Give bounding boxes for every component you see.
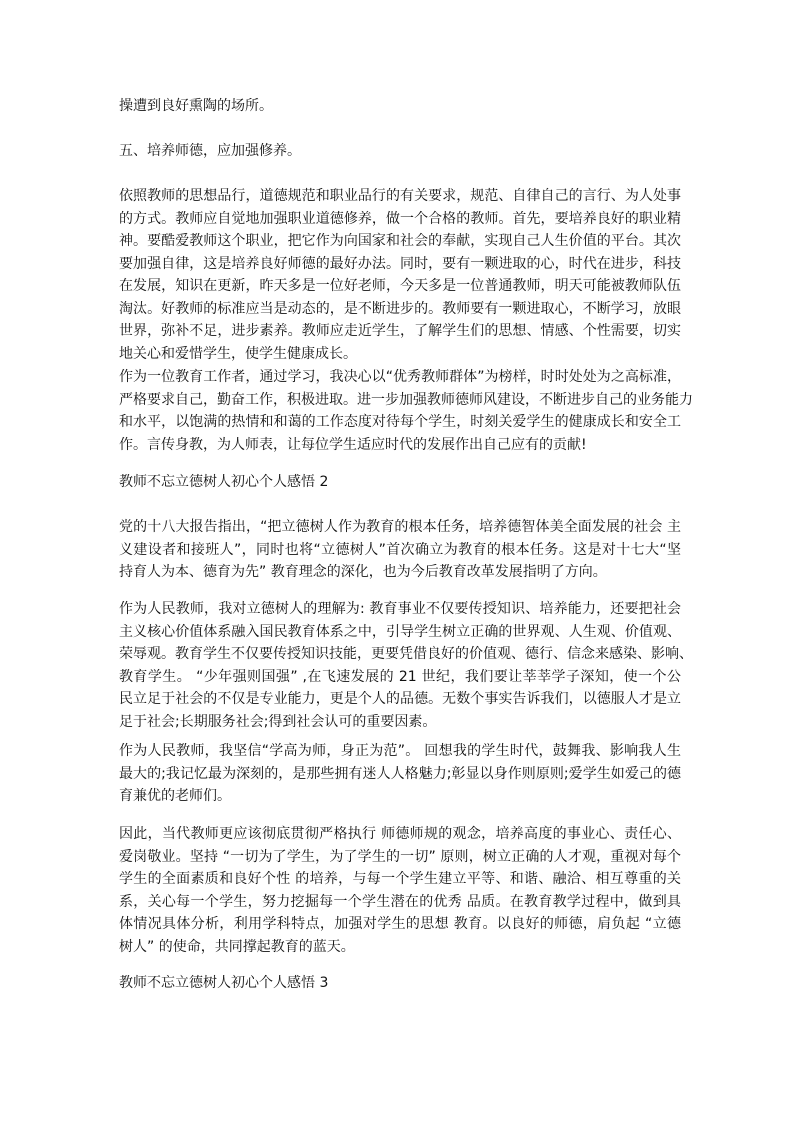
text-line: 作为人民教师，我坚信“学高为师，身正为范”。 回想我的学生时代，鼓舞我、影响我人生 bbox=[119, 743, 681, 759]
text-line: 义建设者和接班人”，同时也将“立德树人”首次确立为教育的根本任务。这是对十七大“坚 bbox=[119, 541, 681, 558]
text-line: 在发展，知识在更新，昨天多是一位好老师，今天多是一位普通教师，明天可能被教师队伍 bbox=[119, 278, 681, 294]
text-line: 最大的;我记忆最为深刻的，是那些拥有迷人人格魅力;彰显以身作则原则;爱学生如爱己的德 bbox=[119, 765, 681, 782]
paragraph bbox=[119, 740, 681, 808]
text-line: 和水平，以饱满的热情和和蔼的工作态度对待每个学生，时刻关爱学生的健康成长和安全工 bbox=[119, 414, 681, 430]
text-line: 学生的全面素质和良好个性 的培养，与每一个学生建立平等、和谐、融洽、相互尊重的关 bbox=[119, 871, 681, 887]
text-line: 教师不忘立德树人初心个人感悟 2 bbox=[119, 474, 329, 490]
text-line: 作为一位教育工作者，通过学习，我决心以“优秀教师群体”为榜样，时时处处为之高标准， bbox=[119, 369, 681, 385]
paragraph bbox=[119, 366, 693, 456]
text-line: 世界，弥补不足，进步素养。教师应走近学生，了解学生们的思想、情感、个性需要，切实 bbox=[119, 323, 681, 339]
text-line: 淘汰。好教师的标准应当是动态的，是不断进步的。教师要有一颗进取心，不断学习，放眼 bbox=[119, 300, 681, 317]
text-line: 的方式。教师应自觉地加强职业道德修养，做一个合格的教师。首先，要培养良好的职业精 bbox=[119, 210, 681, 227]
text-line: 严格要求自己，勤奋工作，积极进取。进一步加强教师德师风建设，不断进步自己的业务能力 bbox=[119, 391, 693, 408]
paragraph bbox=[119, 185, 681, 365]
text-line: 体情况具体分析，利用学科特点，加强对学生的思想 教育。以良好的师德，肩负起 “立德 bbox=[119, 916, 681, 932]
text-line: 操遭到良好熏陶的场所。 bbox=[119, 98, 273, 114]
text-line: 作。言传身教，为人师表，让每位学生适应时代的发展作出自己应有的贡献! bbox=[119, 436, 587, 453]
paragraph-continuation bbox=[119, 95, 681, 118]
text-line: 足于社会;长期服务社会;得到社会认可的重要因素。 bbox=[119, 713, 437, 730]
text-line: 地关心和爱惜学生，使学生健康成长。 bbox=[119, 345, 357, 362]
text-line: 民立足于社会的不仅是专业能力，更是个人的品德。无数个事实告诉我们，以德服人才是立 bbox=[119, 691, 681, 707]
text-line: 系，关心每一个学生，努力挖掘每一个学生潜在的优秀 品质。在教育教学过程中，做到具 bbox=[119, 893, 681, 910]
text-line: 因此，当代教师更应该彻底贯彻严格执行 师德师规的观念，培养高度的事业心、责任心、 bbox=[119, 826, 681, 842]
paragraph bbox=[119, 598, 693, 733]
section-heading bbox=[119, 972, 681, 995]
text-line: 依照教师的思想品行，道德规范和职业品行的有关要求，规范、自律自己的言行、为人处事 bbox=[119, 188, 681, 204]
text-line: 作为人民教师，我对立德树人的理解为: 教育事业不仅要传授知识、培养能力，还要把社会 bbox=[119, 601, 681, 617]
section-heading bbox=[119, 471, 681, 494]
text-line: 教育学生。 “少年强则国强” ,在飞速发展的 21 世纪，我们要让莘莘学子深知，使一个公 bbox=[119, 668, 681, 685]
text-line: 爱岗敬业。坚持 “一切为了学生，为了学生的一切” 原则，树立正确的人才观，重视对每个 bbox=[119, 848, 681, 865]
text-line: 神。要酷爱教师这个职业，把它作为向国家和社会的奉献，实现自己人生价值的平台。其次 bbox=[119, 233, 681, 249]
text-line: 主义核心价值体系融入国民教育体系之中，引导学生树立正确的世界观、人生观、价值观、 bbox=[119, 623, 681, 640]
text-line: 荣辱观。教育学生不仅要传授知识技能，更要凭借良好的价值观、德行、信念来感染、影响、 bbox=[119, 646, 693, 662]
text-line: 树人” 的使命，共同撑起教育的蓝天。 bbox=[119, 938, 355, 955]
text-line: 教师不忘立德树人初心个人感悟 3 bbox=[119, 975, 329, 991]
text-line: 育兼优的老师们。 bbox=[119, 788, 231, 804]
text-line: 持育人为本、德育为先” 教育理念的深化，也为今后教育改革发展指明了方向。 bbox=[119, 564, 607, 580]
paragraph bbox=[119, 516, 681, 584]
text-line: 要加强自律，这是培养良好师德的最好办法。同时，要有一颗进取的心，时代在进步，科技 bbox=[119, 255, 681, 272]
section-heading bbox=[119, 140, 681, 163]
text-line: 党的十八大报告指出，“把立德树人作为教育的根本任务，培养德智体美全面发展的社会 主 bbox=[119, 519, 681, 535]
paragraph bbox=[119, 823, 681, 958]
text-line: 五、培养师德，应加强修养。 bbox=[119, 143, 301, 159]
